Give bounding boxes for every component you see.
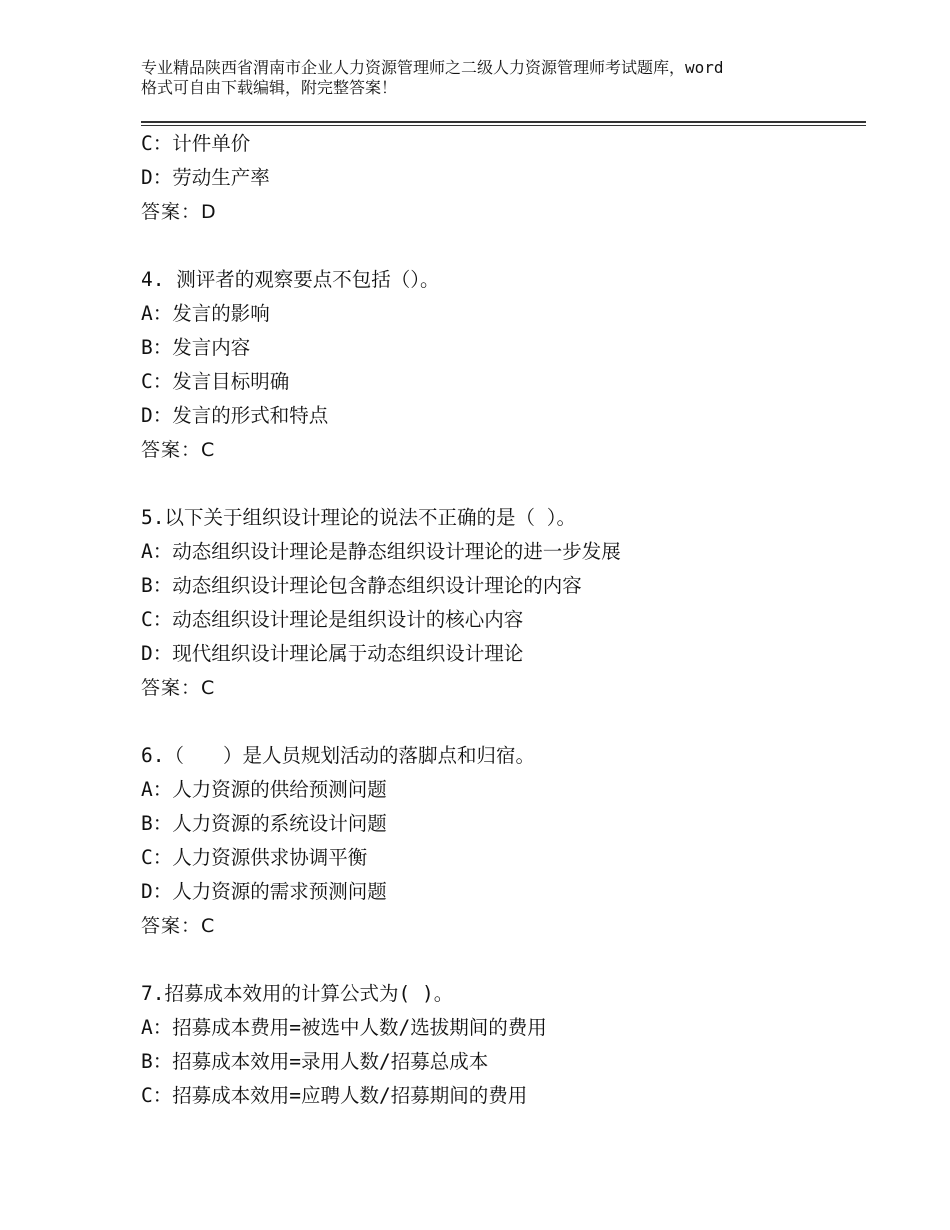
header-line-1: 专业精品陕西省渭南市企业人力资源管理师之二级人力资源管理师考试题库，word xyxy=(141,58,724,77)
question-block xyxy=(141,977,861,1113)
question-stem: 7.招募成本效用的计算公式为( )。 xyxy=(141,982,454,1005)
option-b: B：动态组织设计理论包含静态组织设计理论的内容 xyxy=(141,574,582,597)
option-a: A：发言的影响 xyxy=(141,302,270,325)
answer-line: 答案：C xyxy=(141,915,216,937)
option-a: A：招募成本费用=被选中人数/选拔期间的费用 xyxy=(141,1016,547,1039)
spacer xyxy=(141,467,861,501)
header-divider-thin xyxy=(141,125,866,126)
question-stem: 5.以下关于组织设计理论的说法不正确的是（ ）。 xyxy=(141,506,576,529)
option-c: C：动态组织设计理论是组织设计的核心内容 xyxy=(141,608,524,631)
option-b: B：人力资源的系统设计问题 xyxy=(141,812,387,835)
question-block xyxy=(141,127,861,229)
question-block xyxy=(141,501,861,705)
answer-line: 答案：C xyxy=(141,439,216,461)
question-block xyxy=(141,263,861,467)
spacer xyxy=(141,943,861,977)
question-block xyxy=(141,739,861,943)
header-divider-thick xyxy=(141,121,866,123)
question-stem: 4. 测评者的观察要点不包括（）。 xyxy=(141,268,440,291)
answer-line: 答案：D xyxy=(141,201,217,223)
spacer xyxy=(141,705,861,739)
option-c: C：发言目标明确 xyxy=(141,370,290,393)
question-list xyxy=(141,127,861,1113)
spacer xyxy=(141,229,861,263)
option-c: C：计件单价 xyxy=(141,132,251,155)
question-stem: 6.（ ）是人员规划活动的落脚点和归宿。 xyxy=(141,744,535,767)
option-c: C：招募成本效用=应聘人数/招募期间的费用 xyxy=(141,1084,528,1107)
option-a: A：动态组织设计理论是静态组织设计理论的进一步发展 xyxy=(141,540,621,563)
document-header xyxy=(141,58,841,98)
option-d: D：人力资源的需求预测问题 xyxy=(141,880,387,903)
option-b: B：招募成本效用=录用人数/招募总成本 xyxy=(141,1050,489,1073)
option-d: D：现代组织设计理论属于动态组织设计理论 xyxy=(141,642,524,665)
option-d: D：发言的形式和特点 xyxy=(141,404,329,427)
option-b: B：发言内容 xyxy=(141,336,251,359)
header-line-2: 格式可自由下载编辑，附完整答案！ xyxy=(141,78,398,97)
option-d: D：劳动生产率 xyxy=(141,166,270,189)
option-a: A：人力资源的供给预测问题 xyxy=(141,778,387,801)
option-c: C：人力资源供求协调平衡 xyxy=(141,846,368,869)
answer-line: 答案：C xyxy=(141,677,216,699)
